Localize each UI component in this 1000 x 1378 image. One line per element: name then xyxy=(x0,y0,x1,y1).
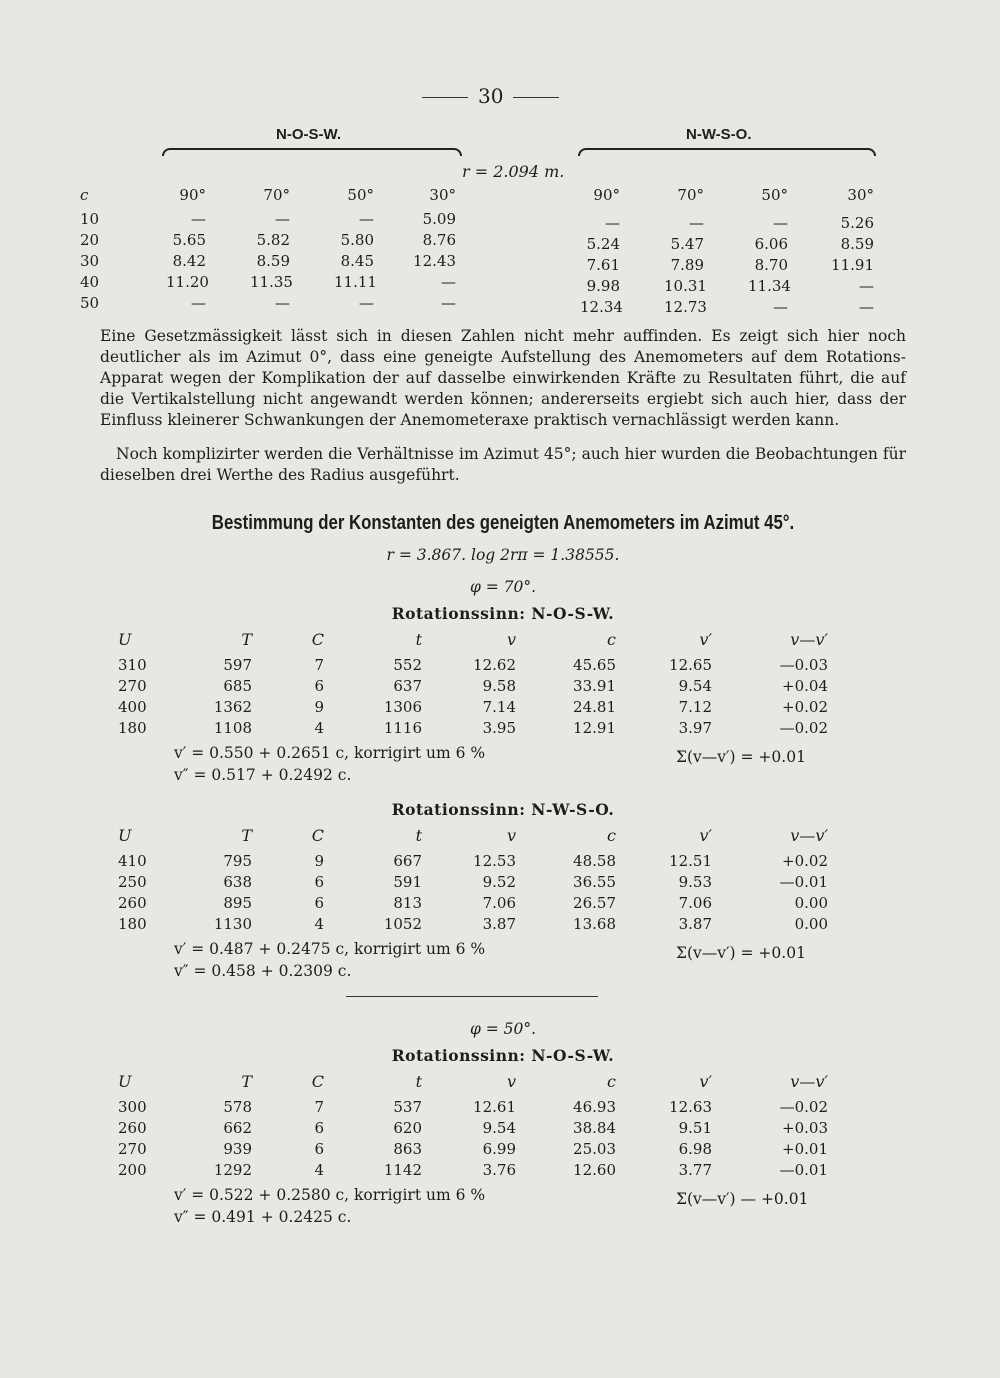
data-cell: +0.03 xyxy=(782,1119,828,1137)
data-cell: 1130 xyxy=(213,915,252,933)
group-heading-right: N-W-S-O. xyxy=(686,126,752,143)
table-cell: 12.43 xyxy=(413,252,456,270)
data-cell: 300 xyxy=(118,1098,147,1116)
data-cell: 6 xyxy=(314,873,324,891)
table-cell: 11.34 xyxy=(748,277,791,295)
divider xyxy=(346,996,598,997)
data-cell: —0.03 xyxy=(779,656,828,674)
data-cell: 1116 xyxy=(383,719,422,737)
data-cell: —0.01 xyxy=(779,1161,828,1179)
column-header: T xyxy=(241,630,252,649)
data-cell: 9.54 xyxy=(678,677,712,695)
constants-line: r = 3.867. log 2rπ = 1.38555. xyxy=(386,546,620,564)
data-cell: 24.81 xyxy=(573,698,616,716)
data-cell: +0.01 xyxy=(782,1140,828,1158)
data-cell: —0.02 xyxy=(779,719,828,737)
group-brace-left xyxy=(162,148,462,156)
table-cell: 30 xyxy=(80,252,100,270)
table-cell: 12.34 xyxy=(580,298,623,316)
divider xyxy=(513,97,559,98)
column-header: c xyxy=(607,826,616,845)
formula-line: v″ = 0.458 + 0.2309 c. xyxy=(174,962,352,980)
data-cell: 12.60 xyxy=(573,1161,616,1179)
data-cell: 6 xyxy=(314,1119,324,1137)
data-cell: 6.99 xyxy=(482,1140,516,1158)
table-cell: 20 xyxy=(80,231,100,249)
table-cell: 11.91 xyxy=(831,256,874,274)
column-header: v xyxy=(506,826,516,845)
table-cell: 5.09 xyxy=(422,210,456,228)
data-cell: 813 xyxy=(393,894,422,912)
table-cell: 8.42 xyxy=(172,252,206,270)
table-cell: — xyxy=(773,214,788,232)
column-header: U xyxy=(118,1072,132,1091)
column-header: t xyxy=(415,630,422,649)
data-cell: 9 xyxy=(314,852,324,870)
table-cell: 9.98 xyxy=(586,277,620,295)
column-header: v′ xyxy=(699,630,712,649)
table-cell: — xyxy=(359,294,374,312)
table-cell: 5.47 xyxy=(670,235,704,253)
column-header: v′ xyxy=(699,826,712,845)
table-header: 50° xyxy=(761,186,788,204)
data-cell: 597 xyxy=(223,656,252,674)
data-cell: 310 xyxy=(118,656,147,674)
table-cell: 11.35 xyxy=(250,273,293,291)
table-cell: — xyxy=(191,294,206,312)
formula-line: v″ = 0.517 + 0.2492 c. xyxy=(174,766,352,784)
data-cell: 1292 xyxy=(213,1161,252,1179)
table-cell: 5.65 xyxy=(172,231,206,249)
data-cell: 260 xyxy=(118,894,147,912)
data-cell: 9.51 xyxy=(678,1119,712,1137)
sum-line: Σ(v—v′) = +0.01 xyxy=(676,944,806,962)
data-cell: 4 xyxy=(314,1161,324,1179)
data-cell: 537 xyxy=(393,1098,422,1116)
data-cell: 270 xyxy=(118,677,147,695)
table-cell: — xyxy=(441,273,456,291)
data-cell: —0.01 xyxy=(779,873,828,891)
data-cell: 7.06 xyxy=(482,894,516,912)
data-cell: 410 xyxy=(118,852,147,870)
data-cell: 7.12 xyxy=(678,698,712,716)
table-cell: 5.24 xyxy=(586,235,620,253)
column-header: v xyxy=(506,1072,516,1091)
data-cell: 3.77 xyxy=(678,1161,712,1179)
table-header: 90° xyxy=(179,186,206,204)
table-cell: — xyxy=(859,298,874,316)
data-cell: 685 xyxy=(223,677,252,695)
data-cell: 26.57 xyxy=(573,894,616,912)
data-cell: 200 xyxy=(118,1161,147,1179)
data-cell: 578 xyxy=(223,1098,252,1116)
data-cell: 667 xyxy=(393,852,422,870)
formula-line: v″ = 0.491 + 0.2425 c. xyxy=(174,1208,352,1226)
table-header: 30° xyxy=(429,186,456,204)
data-cell: 6 xyxy=(314,1140,324,1158)
column-header: t xyxy=(415,1072,422,1091)
data-cell: 9.58 xyxy=(482,677,516,695)
paragraph: Eine Gesetzmässigkeit lässt sich in diesen Zahlen nicht mehr auffinden. Es zeigt sich hier noch deutlicher als im Azimut 0°, dass eine geneigte Aufstellung des Anemometers auf dem Rotations-Apparat wegen der Komplikation der auf dasselbe einwirkenden Kräfte zu Resultaten führt, die auf die Vertikalstellung nicht angewandt werden können; andererseits ergiebt sich auch hier, dass der Einfluss kleinerer Schwankungen der Anemometeraxe praktisch vernachlässigt werden kann. xyxy=(100,327,906,429)
data-cell: +0.02 xyxy=(782,698,828,716)
table-cell: — xyxy=(441,294,456,312)
column-header: T xyxy=(241,1072,252,1091)
data-cell: 13.68 xyxy=(573,915,616,933)
table-cell: 11.11 xyxy=(334,273,377,291)
data-cell: 38.84 xyxy=(573,1119,616,1137)
table-cell: 5.80 xyxy=(340,231,374,249)
table-cell: 8.76 xyxy=(422,231,456,249)
data-cell: 4 xyxy=(314,915,324,933)
table-cell: 50 xyxy=(80,294,100,312)
column-header: U xyxy=(118,826,132,845)
data-cell: 895 xyxy=(223,894,252,912)
table-header: 30° xyxy=(847,186,874,204)
section-heading: Bestimmung der Konstanten des geneigten Anemometers im Azimut 45°. xyxy=(211,512,795,534)
data-cell: 9 xyxy=(314,698,324,716)
column-header: v′ xyxy=(699,1072,712,1091)
data-cell: 620 xyxy=(393,1119,422,1137)
data-cell: 25.03 xyxy=(573,1140,616,1158)
data-cell: 591 xyxy=(393,873,422,891)
data-cell: 12.63 xyxy=(669,1098,712,1116)
table-header: 70° xyxy=(263,186,290,204)
data-cell: 6.98 xyxy=(678,1140,712,1158)
data-cell: 180 xyxy=(118,915,147,933)
column-header: c xyxy=(607,630,616,649)
data-cell: 6 xyxy=(314,894,324,912)
data-cell: 1362 xyxy=(213,698,252,716)
table-cell: 8.59 xyxy=(840,235,874,253)
table-cell: 5.82 xyxy=(256,231,290,249)
data-cell: 552 xyxy=(393,656,422,674)
data-cell: 7 xyxy=(314,656,324,674)
data-cell: 0.00 xyxy=(794,894,828,912)
table-cell: — xyxy=(275,294,290,312)
phi-label: φ = 70°. xyxy=(469,578,537,596)
table-cell: 8.59 xyxy=(256,252,290,270)
data-cell: 1108 xyxy=(213,719,252,737)
sum-line: Σ(v—v′) = +0.01 xyxy=(676,748,806,766)
divider xyxy=(422,97,468,98)
data-cell: 33.91 xyxy=(573,677,616,695)
table-header: 90° xyxy=(593,186,620,204)
table-cell: 8.70 xyxy=(754,256,788,274)
table-cell: 8.45 xyxy=(340,252,374,270)
table-cell: — xyxy=(359,210,374,228)
data-cell: 863 xyxy=(393,1140,422,1158)
data-cell: 9.54 xyxy=(482,1119,516,1137)
data-cell: —0.02 xyxy=(779,1098,828,1116)
data-cell: 12.65 xyxy=(669,656,712,674)
data-cell: 180 xyxy=(118,719,147,737)
data-cell: 6 xyxy=(314,677,324,695)
column-header: v—v′ xyxy=(790,630,828,649)
radius-label: r = 2.094 m. xyxy=(462,162,565,181)
table-header: c xyxy=(80,186,89,204)
table-header: 50° xyxy=(347,186,374,204)
rotation-label: Rotationssinn: N-W-S-O. xyxy=(391,800,615,819)
table-cell: — xyxy=(191,210,206,228)
data-cell: 662 xyxy=(223,1119,252,1137)
table-cell: 11.20 xyxy=(166,273,209,291)
table-cell: — xyxy=(689,214,704,232)
table-cell: — xyxy=(859,277,874,295)
data-cell: 400 xyxy=(118,698,147,716)
table-header: 70° xyxy=(677,186,704,204)
data-cell: 9.53 xyxy=(678,873,712,891)
table-cell: — xyxy=(773,298,788,316)
data-cell: 3.95 xyxy=(482,719,516,737)
paragraph: Noch komplizirter werden die Verhältnisse im Azimut 45°; auch hier wurden die Beobachtungen für dieselben drei Werthe des Radius ausgeführt. xyxy=(100,445,906,484)
data-cell: 1306 xyxy=(383,698,422,716)
column-header: v xyxy=(506,630,516,649)
sum-line: Σ(v—v′) — +0.01 xyxy=(676,1190,809,1208)
formula-line: v′ = 0.522 + 0.2580 c, korrigirt um 6 % xyxy=(174,1186,486,1204)
data-cell: 7 xyxy=(314,1098,324,1116)
table-cell: 12.73 xyxy=(664,298,707,316)
rotation-label: Rotationssinn: N-O-S-W. xyxy=(391,604,615,623)
data-cell: 4 xyxy=(314,719,324,737)
data-cell: 7.14 xyxy=(482,698,516,716)
data-cell: 0.00 xyxy=(794,915,828,933)
data-cell: +0.02 xyxy=(782,852,828,870)
data-cell: 12.51 xyxy=(669,852,712,870)
column-header: c xyxy=(607,1072,616,1091)
phi-label: φ = 50°. xyxy=(469,1020,537,1038)
data-cell: 3.87 xyxy=(678,915,712,933)
group-brace-right xyxy=(578,148,876,156)
formula-line: v′ = 0.550 + 0.2651 c, korrigirt um 6 % xyxy=(174,744,486,762)
formula-line: v′ = 0.487 + 0.2475 c, korrigirt um 6 % xyxy=(174,940,486,958)
data-cell: 939 xyxy=(223,1140,252,1158)
column-header: T xyxy=(241,826,252,845)
rotation-label: Rotationssinn: N-O-S-W. xyxy=(391,1046,615,1065)
data-cell: 3.76 xyxy=(482,1161,516,1179)
column-header: C xyxy=(311,1072,324,1091)
data-cell: 48.58 xyxy=(573,852,616,870)
group-heading-left: N-O-S-W. xyxy=(276,126,341,143)
data-cell: 46.93 xyxy=(573,1098,616,1116)
data-cell: +0.04 xyxy=(782,677,828,695)
table-cell: 6.06 xyxy=(754,235,788,253)
data-cell: 260 xyxy=(118,1119,147,1137)
data-cell: 1142 xyxy=(383,1161,422,1179)
table-cell: 10.31 xyxy=(664,277,707,295)
data-cell: 638 xyxy=(223,873,252,891)
data-cell: 12.53 xyxy=(473,852,516,870)
data-cell: 12.62 xyxy=(473,656,516,674)
column-header: C xyxy=(311,630,324,649)
table-cell: — xyxy=(275,210,290,228)
data-cell: 270 xyxy=(118,1140,147,1158)
table-cell: — xyxy=(605,214,620,232)
column-header: C xyxy=(311,826,324,845)
data-cell: 36.55 xyxy=(573,873,616,891)
column-header: v—v′ xyxy=(790,1072,828,1091)
data-cell: 1052 xyxy=(383,915,422,933)
table-cell: 7.89 xyxy=(670,256,704,274)
data-cell: 45.65 xyxy=(573,656,616,674)
data-cell: 3.87 xyxy=(482,915,516,933)
data-cell: 795 xyxy=(223,852,252,870)
table-cell: 5.26 xyxy=(840,214,874,232)
table-cell: 7.61 xyxy=(586,256,620,274)
column-header: U xyxy=(118,630,132,649)
data-cell: 12.91 xyxy=(573,719,616,737)
column-header: t xyxy=(415,826,422,845)
table-cell: 40 xyxy=(80,273,100,291)
data-cell: 9.52 xyxy=(482,873,516,891)
page-number: 30 xyxy=(412,84,552,108)
data-cell: 7.06 xyxy=(678,894,712,912)
table-cell: 10 xyxy=(80,210,100,228)
column-header: v—v′ xyxy=(790,826,828,845)
data-cell: 637 xyxy=(393,677,422,695)
data-cell: 12.61 xyxy=(473,1098,516,1116)
data-cell: 3.97 xyxy=(678,719,712,737)
data-cell: 250 xyxy=(118,873,147,891)
